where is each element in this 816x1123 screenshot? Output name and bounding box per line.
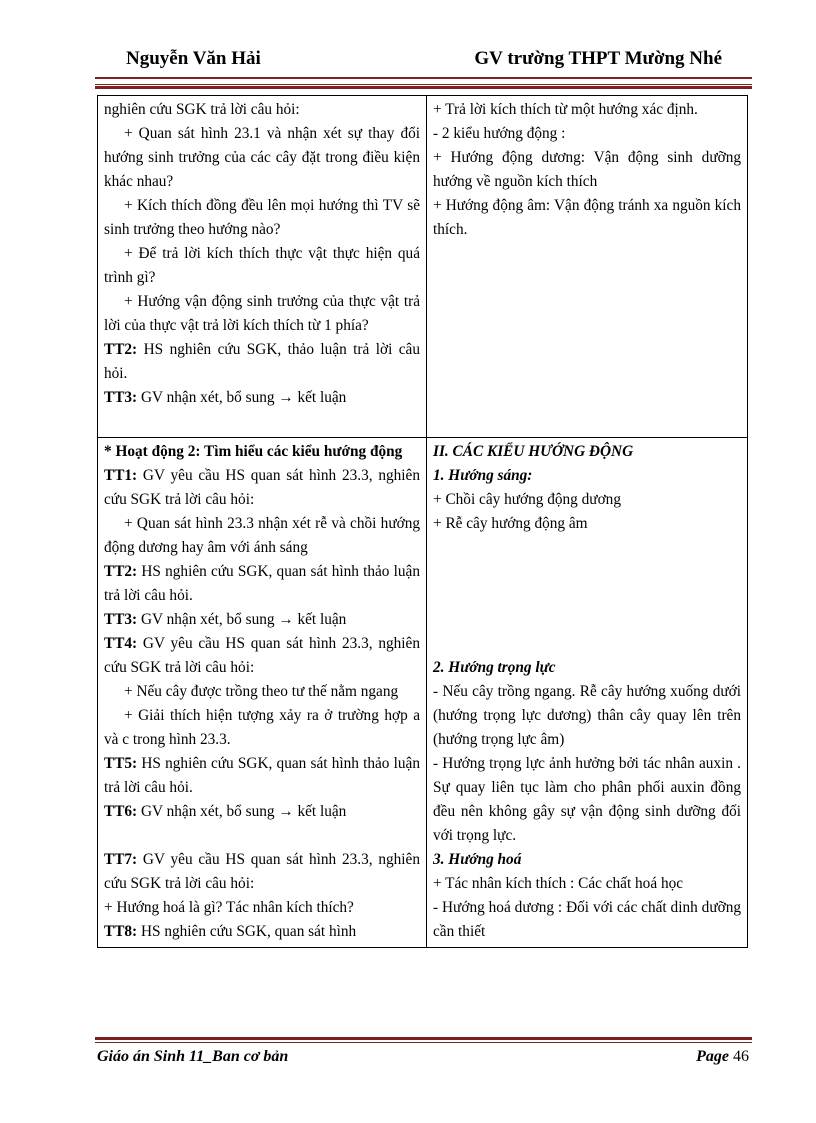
page-indicator bbox=[696, 1048, 749, 1066]
spacer bbox=[433, 632, 741, 656]
step-text: GV nhận xét, bổ sung → kết luận bbox=[137, 803, 347, 820]
paragraph: - Nếu cây trồng ngang. Rễ cây hướng xuống dưới (hướng trọng lực dương) thân cây quay lên trên (hướng trọng lực âm) bbox=[433, 683, 741, 748]
step-label: TT2: bbox=[104, 563, 138, 580]
footer-title: Giáo án Sinh 11_Ban cơ bản bbox=[97, 1048, 289, 1065]
header-rule bbox=[95, 77, 752, 85]
section-heading: II. CÁC KIỂU HƯỚNG ĐỘNG bbox=[433, 443, 634, 460]
paragraph: + Quan sát hình 23.3 nhận xét rễ và chồi hướng động dương hay âm với ánh sáng bbox=[104, 515, 420, 556]
step-text: HS nghiên cứu SGK, quan sát hình thảo luận trả lời câu hỏi. bbox=[104, 755, 420, 796]
step-text: GV nhận xét, bổ sung → kết luận bbox=[137, 611, 347, 628]
step-paragraph bbox=[104, 608, 420, 632]
spacer bbox=[433, 608, 741, 632]
spacer bbox=[433, 584, 741, 608]
school-name: GV trường THPT Mường Nhé bbox=[474, 48, 722, 69]
footer-rule-thick bbox=[95, 1037, 752, 1040]
lesson-table bbox=[97, 95, 748, 948]
step-paragraph bbox=[104, 338, 420, 386]
paragraph: + Tác nhân kích thích : Các chất hoá học bbox=[433, 875, 684, 892]
section-heading: 1. Hướng sáng: bbox=[433, 467, 533, 484]
header-rule-thick bbox=[95, 86, 752, 89]
spacer bbox=[104, 410, 420, 434]
step-paragraph bbox=[104, 632, 420, 680]
paragraph: - Hướng trọng lực ảnh hưởng bởi tác nhân auxin . Sự quay liên tục làm cho phân phối auxin đồng đều nên không gây sự vận động sinh dưỡng đối với trọng lực. bbox=[433, 755, 741, 844]
page-number: 46 bbox=[733, 1048, 749, 1065]
paragraph: + Hướng động dương: Vận động sinh dưỡng hướng về nguồn kích thích bbox=[433, 149, 741, 190]
paragraph: nghiên cứu SGK trả lời câu hỏi: bbox=[104, 101, 300, 118]
step-paragraph bbox=[104, 560, 420, 608]
step-label: TT8: bbox=[104, 923, 138, 940]
paragraph: + Để trả lời kích thích thực vật thực hiện quá trình gì? bbox=[104, 245, 420, 286]
step-paragraph bbox=[104, 464, 420, 512]
paragraph: + Trả lời kích thích từ một hướng xác định. bbox=[433, 101, 698, 118]
step-label: TT7: bbox=[104, 851, 138, 868]
page-label: Page bbox=[696, 1048, 729, 1065]
step-label: TT5: bbox=[104, 755, 138, 772]
step-label: TT6: bbox=[104, 803, 138, 820]
step-paragraph bbox=[104, 800, 420, 824]
section-heading: 3. Hướng hoá bbox=[433, 851, 522, 868]
step-paragraph bbox=[104, 920, 420, 944]
paragraph: + Chồi cây hướng động dương bbox=[433, 491, 621, 508]
spacer bbox=[104, 824, 420, 848]
step-label: TT4: bbox=[104, 635, 138, 652]
paragraph: - Hướng hoá dương : Đối với các chất dinh dưỡng cần thiết bbox=[433, 899, 741, 940]
table-row bbox=[98, 96, 748, 438]
paragraph: + Quan sát hình 23.1 và nhận xét sự thay đổi hướng sinh trưởng của các cây đặt trong điều kiện khác nhau? bbox=[104, 125, 420, 190]
step-label: TT3: bbox=[104, 389, 138, 406]
paragraph: + Hướng vận động sinh trưởng của thực vật trả lời của thực vật trả lời kích thích từ 1 phía? bbox=[104, 293, 420, 334]
step-paragraph bbox=[104, 386, 420, 410]
paragraph: + Kích thích đồng đều lên mọi hướng thì TV sẽ sinh trưởng theo hướng nào? bbox=[104, 197, 420, 238]
step-text: HS nghiên cứu SGK, quan sát hình bbox=[137, 923, 357, 940]
step-label: TT2: bbox=[104, 341, 138, 358]
step-paragraph bbox=[104, 752, 420, 800]
paragraph: + Hướng hoá là gì? Tác nhân kích thích? bbox=[104, 899, 354, 916]
right-cell bbox=[427, 438, 748, 948]
paragraph: + Giải thích hiện tượng xảy ra ở trường hợp a và c trong hình 23.3. bbox=[104, 707, 420, 748]
step-paragraph bbox=[104, 848, 420, 896]
paragraph: - 2 kiểu hướng động : bbox=[433, 125, 566, 142]
section-heading: 2. Hướng trọng lực bbox=[433, 659, 556, 676]
paragraph: + Hướng động âm: Vận động tránh xa nguồn kích thích. bbox=[433, 197, 741, 238]
footer-rule bbox=[95, 1042, 752, 1043]
step-text: GV nhận xét, bổ sung → kết luận bbox=[137, 389, 347, 406]
spacer bbox=[433, 560, 741, 584]
spacer bbox=[433, 536, 741, 560]
left-cell bbox=[98, 438, 427, 948]
table-row bbox=[98, 438, 748, 948]
step-text: GV yêu cầu HS quan sát hình 23.3, nghiên cứu SGK trả lời câu hỏi: bbox=[104, 635, 420, 676]
step-label: TT3: bbox=[104, 611, 138, 628]
paragraph: + Rễ cây hướng động âm bbox=[433, 515, 588, 532]
activity-heading: * Hoạt động 2: Tìm hiểu các kiểu hướng động bbox=[104, 443, 403, 460]
step-text: GV yêu cầu HS quan sát hình 23.3, nghiên cứu SGK trả lời câu hỏi: bbox=[104, 467, 420, 508]
step-text: HS nghiên cứu SGK, thảo luận trả lời câu hỏi. bbox=[104, 341, 420, 382]
step-text: GV yêu cầu HS quan sát hình 23.3, nghiên cứu SGK trả lời câu hỏi: bbox=[104, 851, 420, 892]
step-label: TT1: bbox=[104, 467, 138, 484]
author-name: Nguyễn Văn Hải bbox=[126, 48, 261, 69]
paragraph: + Nếu cây được trồng theo tư thế nằm ngang bbox=[124, 683, 399, 700]
left-cell bbox=[98, 96, 427, 438]
right-cell bbox=[427, 96, 748, 438]
step-text: HS nghiên cứu SGK, quan sát hình thảo luận trả lời câu hỏi. bbox=[104, 563, 420, 604]
